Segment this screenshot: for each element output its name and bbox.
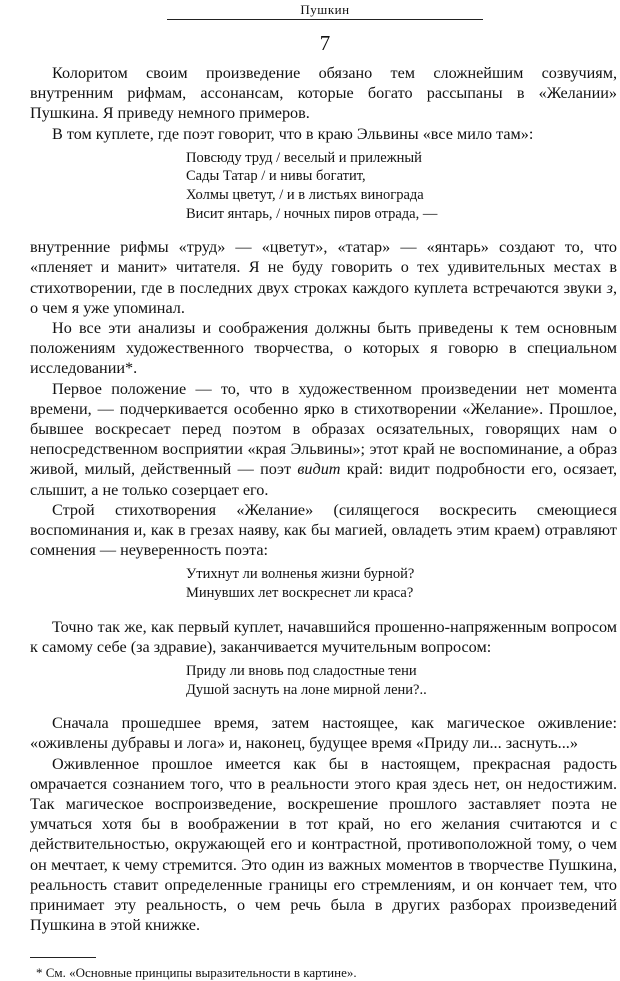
paragraph-5-text-a: Первое положение — то, что в художественном произведении нет момента времени, — подчеркивается особенно ярко в стихотворении «Желание». Прошлое, бывшее воскресает перед поэтом в образах осязательных, говорящих нам о непосредственном восприятии «края Эльвины»; этот край не воспоминание, а образ живой, милый, действенный — поэт [30,379,617,479]
paragraph-8: Сначала прошедшее время, затем настоящее, как магическое оживление: «оживлены дубравы и лога» и, наконец, будущее время «Приду ли... заснуть...» [30,714,617,753]
paragraph-5-text-b: край: видит подробности его, осязает, слышит, а не только созерцает его. [30,460,617,499]
emphasized-word: видит [297,460,341,479]
paragraph-2: В том куплете, где поэт говорит, что в краю Эльвины «все мило там»: [52,124,534,143]
paragraph-7: Точно так же, как первый куплет, начавшийся прошенно-напряженным вопросом к самому себе (за здравие), заканчивается мучительным вопросом: [30,617,617,656]
paragraph-1: Колоритом своим произведение обязано тем сложнейшим созвучиям, внутренним рифмам, ассонансам, которые богато рассыпаны в «Желании» Пушкина. Я приведу немного примеров. [30,64,617,123]
paragraph-4: Но все эти анализы и соображения должны быть приведены к тем основным положениям художественного творчества, о которых я говорю в специальном исследовании*. [30,319,617,378]
paragraph-5 [30,379,617,500]
verse-line: Приду ли вновь под сладостные тени [186,663,417,680]
paragraph-3 [30,237,617,318]
verse-quote-1 [186,149,617,223]
running-title: Пушкин [167,0,483,20]
verse-line: Повсюду труд / веселый и прилежный [186,149,422,166]
verse-quote-3 [186,662,617,699]
paragraph-3-text-a: внутренние рифмы «труд» — «цветут», «татар» — «янтарь» создают то, что «пленяет и манит» читателя. Я не буду говорить о тех удивительных местах в стихотворении, где в последних двух строках каждого куплета встречаются звуки [30,238,617,297]
verse-line: Висит янтарь, / ночных пиров отрада, — [186,205,438,222]
emphasized-sound: з [606,278,613,297]
paragraph-3-text-b: , о чем я уже упоминал. [30,278,617,317]
verse-line: Утихнут ли волненья жизни бурной? [186,566,415,583]
footnote-text: См. «Основные принципы выразительности в картине». [45,965,357,981]
chapter-number: 7 [319,31,331,55]
verse-line: Душой заснуть на лоне мирной лени?.. [186,681,427,698]
verse-line: Сады Татар / и нивы богатит, [186,168,366,185]
page-text [30,63,617,981]
verse-line: Минувших лет воскреснет ли краса? [186,585,414,602]
paragraph-6: Строй стихотворения «Желание» (силящегося воскресить смеющиеся воспоминания и, как в грезах наяву, как бы магией, овладеть этим краем) отравляют сомнения — неуверенность поэта: [30,500,617,560]
paragraph-9: Оживленное прошлое имеется как бы в настоящем, прекрасная радость омрачается сознанием того, что в реальности этого края здесь нет, он недостижим. Так магическое воспроизведение, воскрешение прошлого заставляет поэта не умчаться хотя бы в воображении в тот край, но его желания считаются и с действительностью, окружающей его и контрастной, противоположной тому, о чем он мечтает, к чему стремится. Это один из важных моментов в творчестве Пушкина, реальность ставит определенные границы его стремлениям, и он кончает тем, что принимает эту реальность, о чем речь была в других разборах произведений Пушкина в этой книжке. [30,754,617,935]
verse-line: Холмы цветут, / и в листьях винограда [186,187,424,203]
footnote-marker: * [36,965,43,981]
footnote-divider [30,957,96,958]
verse-quote-2 [186,565,617,602]
